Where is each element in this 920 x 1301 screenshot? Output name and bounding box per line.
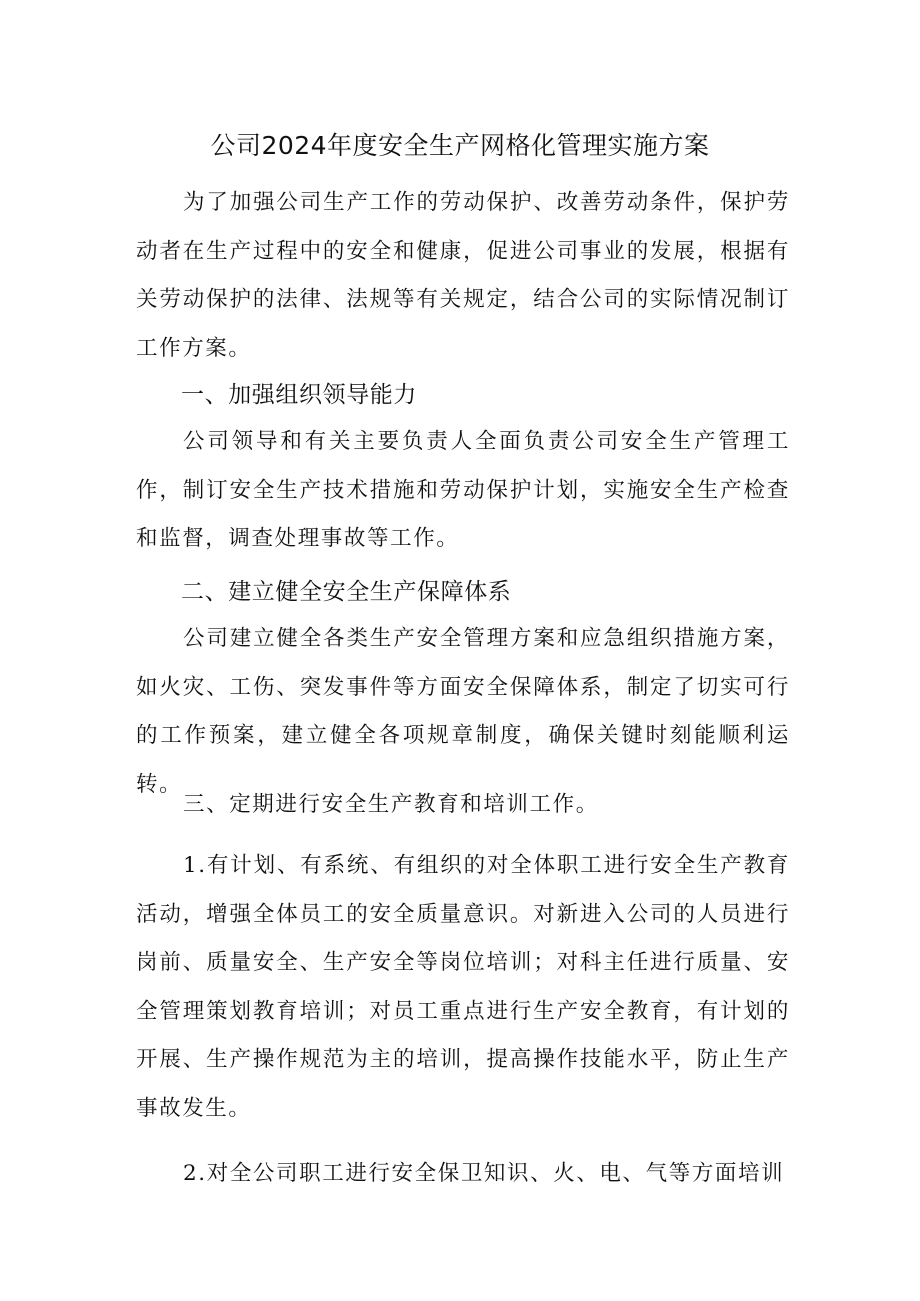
section-3-heading: 三、定期进行安全生产教育和培训工作。: [183, 792, 599, 817]
section-2-paragraph: 公司建立健全各类生产安全管理方案和应急组织措施方案，如火灾、工伤、突发事件等方面安全保障体系，制定了切实可行的工作预案，建立健全各项规章制度，确保关键时刻能顺利运转。: [136, 626, 790, 797]
document-title: 公司2024年度安全生产网格化管理实施方案: [210, 131, 710, 160]
intro-paragraph: 为了加强公司生产工作的劳动保护、改善劳动条件，保护劳动者在生产过程中的安全和健康，促进公司事业的发展，根据有关劳动保护的法律、法规等有关规定，结合公司的实际情况制订工作方案。: [136, 190, 790, 361]
section-3-item-1: 1.有计划、有系统、有组织的对全体职工进行安全生产教育活动，增强全体员工的安全质量意识。对新进入公司的人员进行岗前、质量安全、生产安全等岗位培训；对科主任进行质量、安全管理策划教育培训；对员工重点进行生产安全教育，有计划的开展、生产操作规范为主的培训，提高操作技能水平，防止生产事故发生。: [136, 853, 790, 1121]
section-1-heading: 一、加强组织领导能力: [181, 382, 417, 408]
section-1-paragraph: 公司领导和有关主要负责人全面负责公司安全生产管理工作，制订安全生产技术措施和劳动保护计划，实施安全生产检查和监督，调查处理事故等工作。: [136, 429, 790, 551]
section-3-item-2: 2.对全公司职工进行安全保卫知识、火、电、气等方面培训: [183, 1161, 785, 1186]
section-2-heading: 二、建立健全安全生产保障体系: [181, 579, 512, 605]
